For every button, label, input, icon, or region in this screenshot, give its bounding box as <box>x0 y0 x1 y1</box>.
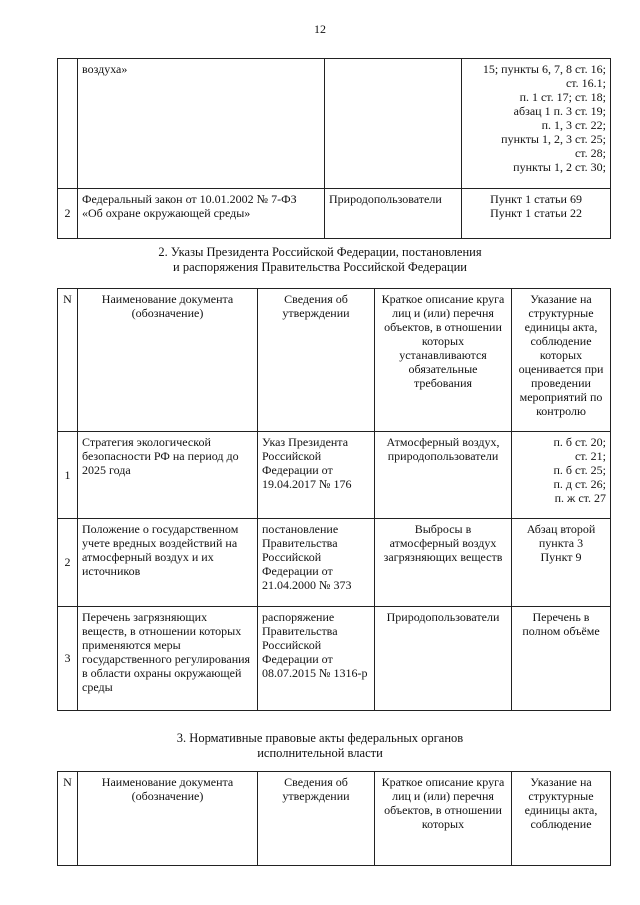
subjects: Природопользователи <box>375 607 512 711</box>
subjects: Выбросы в атмосферный воздух загрязняющих веществ <box>375 519 512 607</box>
section-3-title: 3. Нормативные правовые акты федеральных органов исполнительной власти <box>176 731 464 761</box>
approval-info: постановление Правительства Российской Федерации от 21.04.2000 № 373 <box>258 519 375 607</box>
approval-info: Указ Президента Российской Федерации от 19.04.2017 № 176 <box>258 432 375 519</box>
row-number: 1 <box>58 432 78 519</box>
federal-laws-table <box>57 58 611 239</box>
document-name: Перечень загрязняющих веществ, в отношении которых применяются меры государственного регулирования в области охраны окружающей среды <box>78 607 258 711</box>
structural-units: Пункт 1 статьи 69 Пункт 1 статьи 22 <box>462 189 611 239</box>
structural-units: Абзац второй пункта 3 Пункт 9 <box>512 519 611 607</box>
header-description: Краткое описание круга лиц и (или) перечня объектов, в отношении которых <box>375 772 512 866</box>
header-name: Наименование документа (обозначение) <box>78 772 258 866</box>
header-name: Наименование документа (обозначение) <box>78 289 258 432</box>
subjects: Природопользователи <box>325 189 462 239</box>
table-row <box>58 519 611 607</box>
table-row <box>58 432 611 519</box>
federal-executive-acts-table <box>57 771 611 866</box>
table-header-row <box>58 289 611 432</box>
approval-info: распоряжение Правительства Российской Федерации от 08.07.2015 № 1316-р <box>258 607 375 711</box>
table-row <box>58 189 611 239</box>
document-name: воздуха» <box>78 59 325 189</box>
document-name: Федеральный закон от 10.01.2002 № 7-ФЗ «Об охране окружающей среды» <box>78 189 325 239</box>
row-number: 2 <box>58 519 78 607</box>
subjects: Атмосферный воздух, природопользователи <box>375 432 512 519</box>
table-header-row <box>58 772 611 866</box>
structural-units: п. б ст. 20; ст. 21; п. б ст. 25; п. д ст. 26; п. ж ст. 27 <box>512 432 611 519</box>
document-name: Стратегия экологической безопасности РФ на период до 2025 года <box>78 432 258 519</box>
structural-units: Перечень в полном объёме <box>512 607 611 711</box>
header-units: Указание на структурные единицы акта, соблюдение <box>512 772 611 866</box>
header-units: Указание на структурные единицы акта, соблюдение которых оценивается при проведении мероприятий по контролю <box>512 289 611 432</box>
header-num: N <box>58 772 78 866</box>
table-row <box>58 607 611 711</box>
section-2-title: 2. Указы Президента Российской Федерации, постановления и распоряжения Правительства Российской Федерации <box>158 245 482 275</box>
structural-units: 15; пункты 6, 7, 8 ст. 16; ст. 16.1; п. 1 ст. 17; ст. 18; абзац 1 п. 3 ст. 19; п. 1, 3 ст. 22; пункты 1, 2, 3 ст. 25; ст. 28; пункты 1, 2 ст. 30; <box>462 59 611 189</box>
government-acts-table <box>57 288 611 711</box>
header-approval: Сведения об утверждении <box>258 289 375 432</box>
header-num: N <box>58 289 78 432</box>
row-number: 2 <box>58 189 78 239</box>
header-description: Краткое описание круга лиц и (или) перечня объектов, в отношении которых устанавливаются обязательные требования <box>375 289 512 432</box>
document-name: Положение о государственном учете вредных воздействий на атмосферный воздух и их источников <box>78 519 258 607</box>
row-number: 3 <box>58 607 78 711</box>
table-row <box>58 59 611 189</box>
page-number: 12 <box>314 22 326 36</box>
header-approval: Сведения об утверждении <box>258 772 375 866</box>
